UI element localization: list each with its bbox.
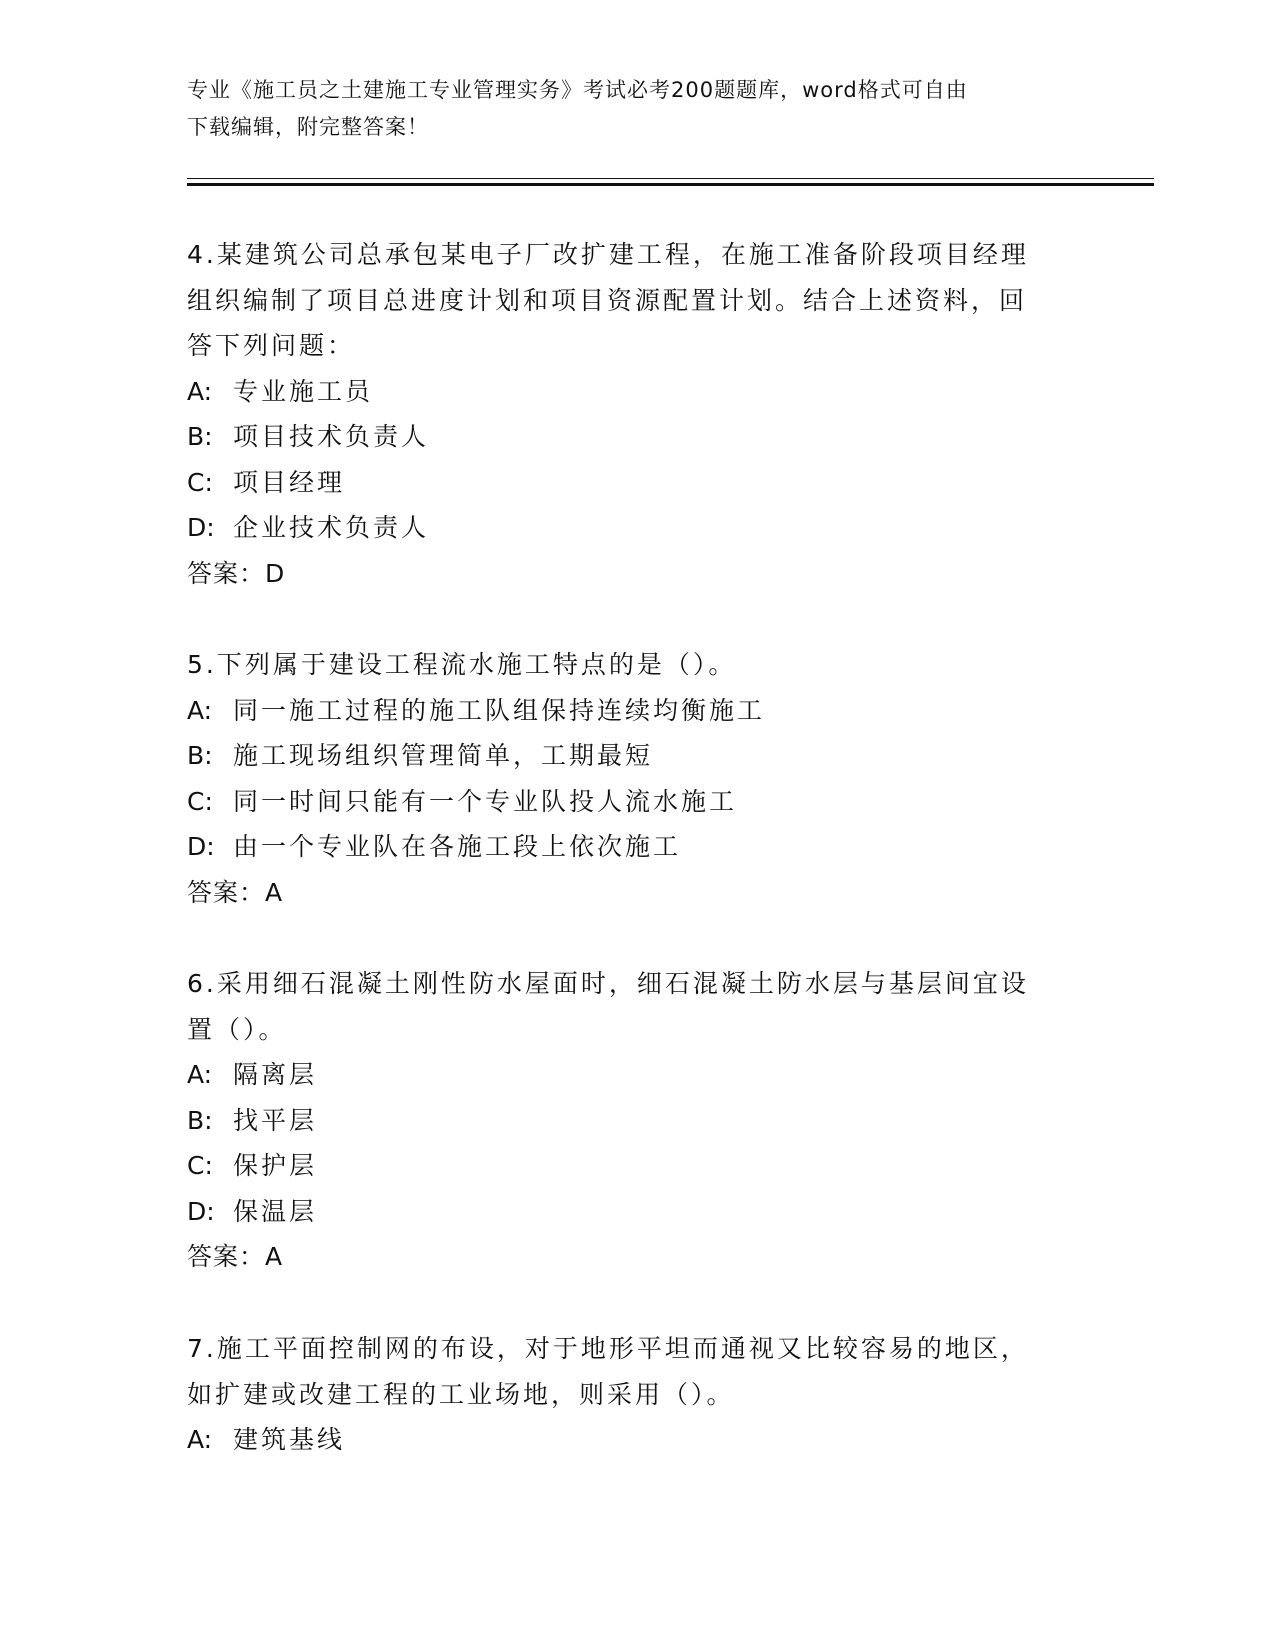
- option-text: 隔离层: [233, 1060, 318, 1089]
- option-letter: A:: [187, 1425, 213, 1454]
- option-letter: B:: [187, 741, 213, 770]
- option-letter: D:: [187, 1196, 215, 1226]
- option-text: 由一个专业队在各施工段上依次施工: [233, 832, 682, 861]
- option-c: [187, 779, 1067, 825]
- question-stem-line: 5.下列属于建设工程流水施工特点的是（）。: [187, 650, 737, 679]
- header-line-2: 下载编辑，附完整答案！: [187, 115, 429, 139]
- option-d: [187, 1189, 1067, 1235]
- option-b: [187, 1098, 1067, 1144]
- option-text: 找平层: [233, 1105, 318, 1135]
- option-text: 专业施工员: [233, 376, 374, 406]
- option-text: 同一时间只能有一个专业队投人流水施工: [233, 786, 738, 816]
- option-letter: B:: [187, 422, 213, 451]
- question-7: [187, 1326, 1067, 1463]
- option-letter: D:: [187, 513, 215, 542]
- document-header: [187, 72, 1077, 146]
- option-text: 建筑基线: [233, 1425, 346, 1454]
- question-stem-line: 6.采用细石混凝土刚性防水屋面时，细石混凝土防水层与基层间宜设: [187, 969, 1029, 998]
- option-text: 同一施工过程的施工队组保持连续均衡施工: [233, 695, 766, 725]
- option-d: [187, 505, 1067, 551]
- option-letter: A:: [187, 695, 213, 725]
- option-letter: C:: [187, 467, 213, 497]
- header-line-1: 专业《施工员之土建施工专业管理实务》考试必考200题题库，word格式可自由: [187, 78, 968, 102]
- question-stem-line: 如扩建或改建工程的工业场地，则采用（）。: [187, 1379, 735, 1409]
- option-a: [187, 688, 1067, 734]
- option-a: [187, 1417, 1067, 1463]
- option-a: [187, 369, 1067, 415]
- option-d: [187, 824, 1067, 870]
- option-letter: C:: [187, 1151, 213, 1180]
- question-stem-line: 置（）。: [187, 1014, 287, 1044]
- answer-line: 答案：A: [187, 877, 284, 907]
- option-c: [187, 460, 1067, 506]
- option-letter: A:: [187, 1060, 213, 1089]
- option-letter: D:: [187, 832, 215, 861]
- question-6: [187, 961, 1067, 1280]
- option-text: 保护层: [233, 1151, 318, 1180]
- question-stem-line: 4.某建筑公司总承包某电子厂改扩建工程，在施工准备阶段项目经理: [187, 240, 1029, 269]
- header-divider-thin: [187, 178, 1154, 179]
- option-b: [187, 414, 1067, 460]
- option-text: 施工现场组织管理简单，工期最短: [233, 741, 654, 770]
- answer-line: 答案：A: [187, 1242, 284, 1271]
- answer-line: 答案：D: [187, 558, 286, 588]
- header-divider-thick: [187, 183, 1154, 186]
- question-5: [187, 642, 1067, 915]
- option-letter: C:: [187, 786, 213, 816]
- option-b: [187, 733, 1067, 779]
- option-letter: B:: [187, 1105, 213, 1135]
- option-c: [187, 1143, 1067, 1189]
- question-stem-line: 7.施工平面控制网的布设，对于地形平坦而通视又比较容易的地区，: [187, 1334, 1029, 1363]
- question-stem-line: 答下列问题：: [187, 331, 356, 360]
- option-a: [187, 1052, 1067, 1098]
- option-text: 项目技术负责人: [233, 422, 430, 451]
- question-stem-line: 组织编制了项目总进度计划和项目资源配置计划。结合上述资料，回: [187, 285, 1028, 315]
- option-letter: A:: [187, 376, 213, 406]
- question-4: [187, 232, 1067, 596]
- option-text: 保温层: [233, 1196, 318, 1226]
- option-text: 项目经理: [233, 467, 346, 497]
- option-text: 企业技术负责人: [233, 513, 430, 542]
